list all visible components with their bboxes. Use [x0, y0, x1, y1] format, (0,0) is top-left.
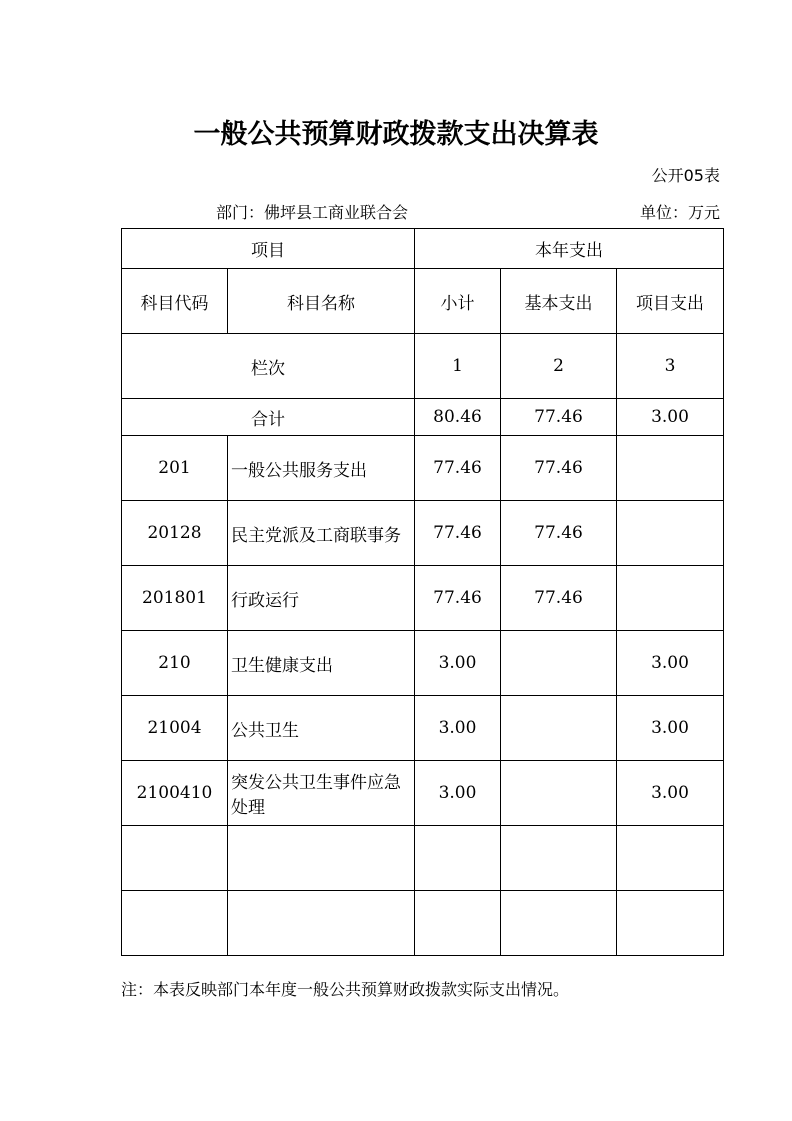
total-subtotal: 80.46: [415, 399, 501, 436]
row-subtotal: 3.00: [415, 631, 501, 696]
row-subtotal: 77.46: [415, 436, 501, 501]
row-name: 一般公共服务支出: [228, 436, 415, 501]
department-label: 部门：佛坪县工商业联合会: [216, 203, 409, 222]
column-index-2: 2: [501, 334, 617, 399]
total-project: 3.00: [617, 399, 724, 436]
table-row: [122, 501, 724, 566]
row-code: 2100410: [122, 761, 228, 826]
unit-label: 单位：万元: [639, 203, 720, 222]
row-basic: 77.46: [501, 436, 617, 501]
row-name: [228, 891, 415, 956]
row-code: 201: [122, 436, 228, 501]
header-project: 项目: [122, 229, 415, 269]
row-project: 3.00: [617, 631, 724, 696]
header-column-order: 栏次: [122, 334, 415, 399]
table-row: [122, 826, 724, 891]
row-subtotal: 3.00: [415, 696, 501, 761]
row-subtotal: 77.46: [415, 501, 501, 566]
row-code: [122, 826, 228, 891]
table-row: [122, 761, 724, 826]
row-project: [617, 891, 724, 956]
table-row: [122, 566, 724, 631]
row-project: [617, 436, 724, 501]
row-subtotal: [415, 891, 501, 956]
row-project: [617, 566, 724, 631]
total-label: 合计: [122, 399, 415, 436]
row-name: [228, 826, 415, 891]
row-name: 突发公共卫生事件应急处理: [228, 761, 415, 826]
table-row: [122, 436, 724, 501]
row-subtotal: 3.00: [415, 761, 501, 826]
row-name: 公共卫生: [228, 696, 415, 761]
header-name: 科目名称: [228, 269, 415, 334]
row-code: 210: [122, 631, 228, 696]
row-code: 20128: [122, 501, 228, 566]
row-project: 3.00: [617, 761, 724, 826]
column-index-1: 1: [415, 334, 501, 399]
footnote: 注：本表反映部门本年度一般公共预算财政拨款实际支出情况。: [121, 980, 570, 999]
row-basic: [501, 761, 617, 826]
row-basic: 77.46: [501, 566, 617, 631]
row-name: 民主党派及工商联事务: [228, 501, 415, 566]
expenditure-table: [121, 228, 724, 956]
form-number: 公开05表: [651, 166, 720, 185]
row-basic: [501, 826, 617, 891]
total-basic: 77.46: [501, 399, 617, 436]
header-code: 科目代码: [122, 269, 228, 334]
row-basic: [501, 696, 617, 761]
header-basic: 基本支出: [501, 269, 617, 334]
row-name: 行政运行: [228, 566, 415, 631]
row-basic: [501, 631, 617, 696]
row-project: 3.00: [617, 696, 724, 761]
row-subtotal: [415, 826, 501, 891]
row-code: 21004: [122, 696, 228, 761]
table-row: [122, 631, 724, 696]
page-title: 一般公共预算财政拨款支出决算表: [193, 119, 599, 150]
row-basic: [501, 891, 617, 956]
header-current-year: 本年支出: [415, 229, 724, 269]
total-row: [122, 399, 724, 436]
row-code: [122, 891, 228, 956]
row-subtotal: 77.46: [415, 566, 501, 631]
row-project: [617, 501, 724, 566]
row-project: [617, 826, 724, 891]
header-subtotal: 小计: [415, 269, 501, 334]
row-basic: 77.46: [501, 501, 617, 566]
row-name: 卫生健康支出: [228, 631, 415, 696]
header-project-expense: 项目支出: [617, 269, 724, 334]
table-row: [122, 891, 724, 956]
column-index-3: 3: [617, 334, 724, 399]
row-code: 201801: [122, 566, 228, 631]
table-row: [122, 696, 724, 761]
